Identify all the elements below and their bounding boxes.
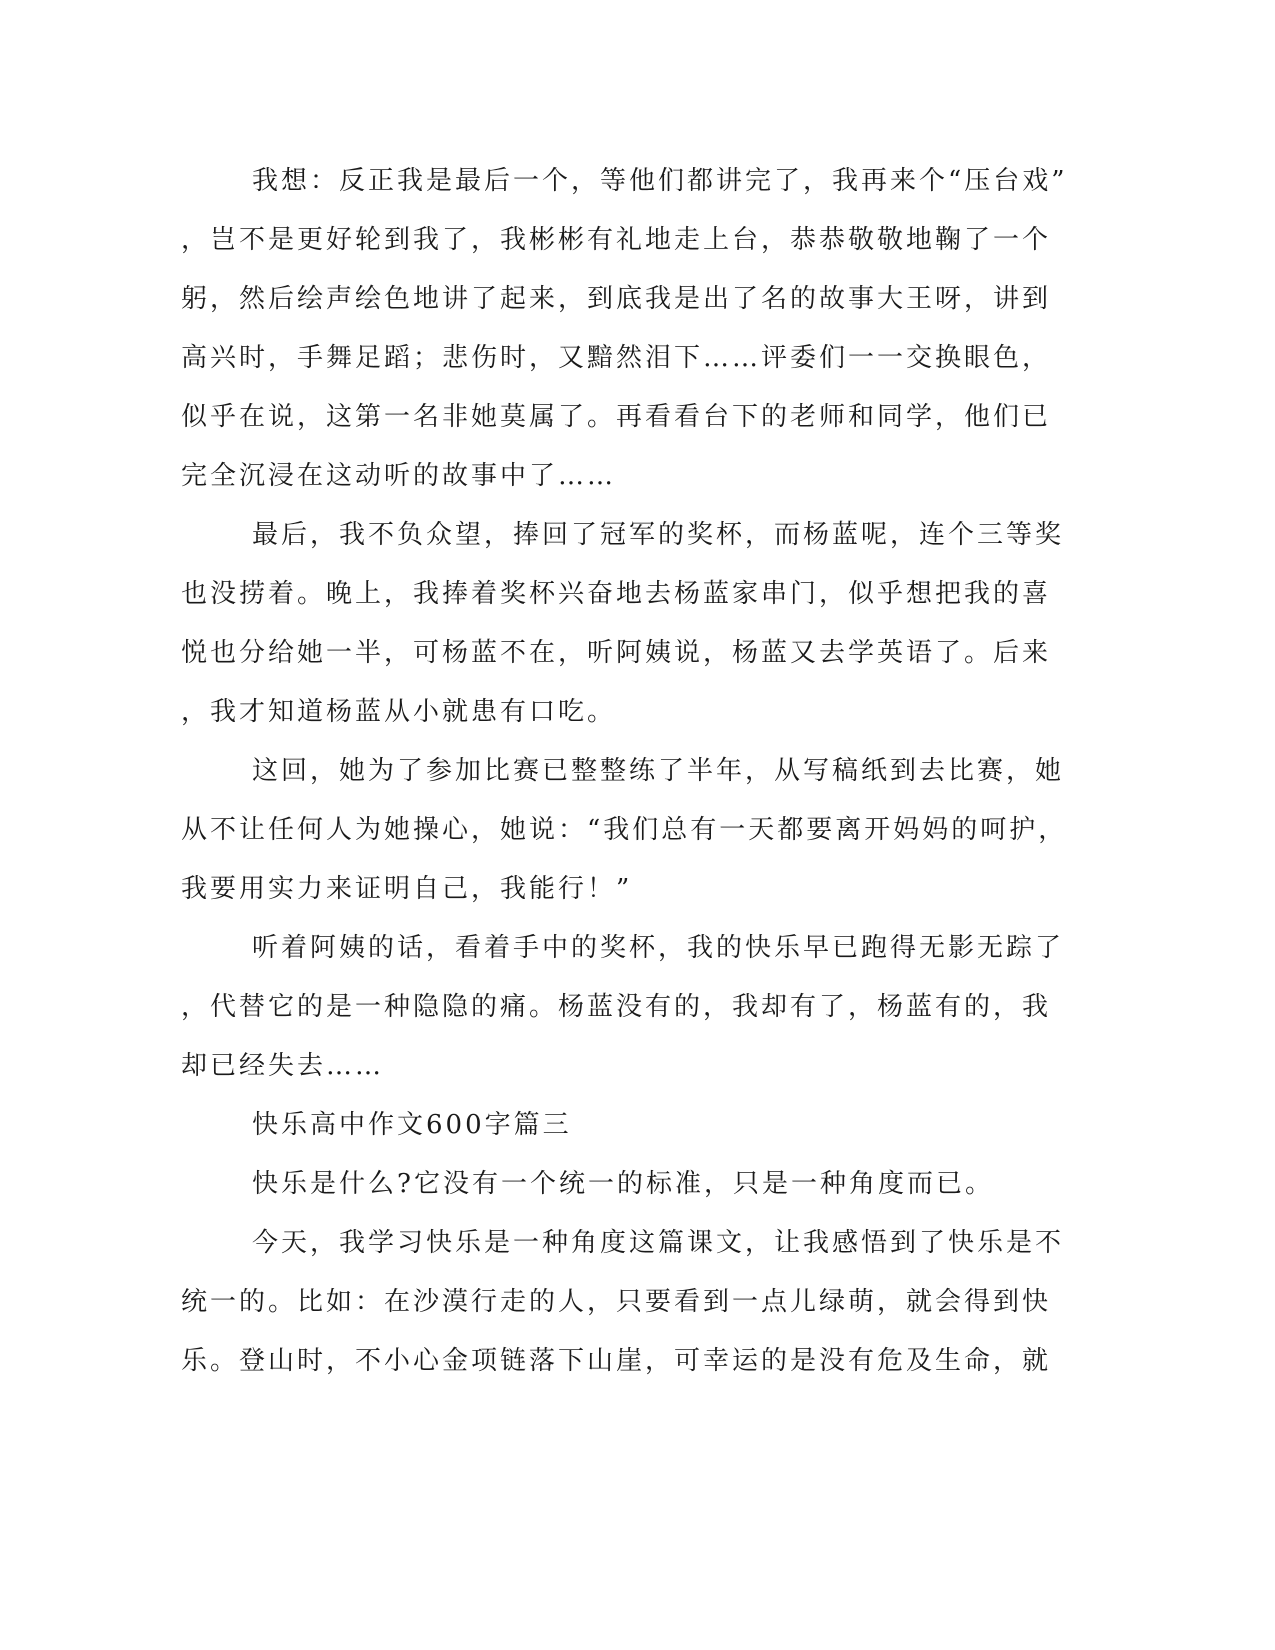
text-line: 也没捞着。晚上，我捧着奖杯兴奋地去杨蓝家串门，似乎想把我的喜 [181,579,1052,609]
text-line: 我要用实力来证明自己，我能行！” [181,874,633,904]
text-line: 快乐是什么?它没有一个统一的标准，只是一种角度而已。 [252,1169,994,1199]
text-line: 似乎在说，这第一名非她莫属了。再看看台下的老师和同学，他们已 [181,402,1052,432]
text-line: 悦也分给她一半，可杨蓝不在，听阿姨说，杨蓝又去学英语了。后来 [181,638,1052,668]
text-line: 统一的。比如：在沙漠行走的人，只要看到一点儿绿萌，就会得到快 [181,1287,1052,1317]
section-heading: 快乐高中作文600字篇三 [252,1110,572,1140]
text-line: 今天，我学习快乐是一种角度这篇课文，让我感悟到了快乐是不 [252,1228,1065,1258]
text-line: 却已经失去…… [181,1051,385,1081]
text-line: 这回，她为了参加比赛已整整练了半年，从写稿纸到去比赛，她 [252,756,1065,786]
text-line: 从不让任何人为她操心，她说：“我们总有一天都要离开妈妈的呵护， [181,815,1068,845]
text-line: 听着阿姨的话，看着手中的奖杯，我的快乐早已跑得无影无踪了 [252,933,1065,963]
text-line: 完全沉浸在这动听的故事中了…… [181,461,617,491]
text-line: 高兴时，手舞足蹈；悲伤时，又黯然泪下……评委们一一交换眼色， [181,343,1052,373]
text-line: ，我才知道杨蓝从小就患有口吃。 [181,697,617,727]
text-line: 最后，我不负众望，捧回了冠军的奖杯，而杨蓝呢，连个三等奖 [252,520,1065,550]
text-line: 乐。登山时，不小心金项链落下山崖，可幸运的是没有危及生命，就 [181,1346,1052,1376]
text-line: ，代替它的是一种隐隐的痛。杨蓝没有的，我却有了，杨蓝有的，我 [181,992,1052,1022]
text-line: 躬，然后绘声绘色地讲了起来，到底我是出了名的故事大王呀，讲到 [181,284,1052,314]
text-line: ，岂不是更好轮到我了，我彬彬有礼地走上台，恭恭敬敬地鞠了一个 [181,225,1052,255]
text-line: 我想：反正我是最后一个，等他们都讲完了，我再来个“压台戏” [252,166,1068,196]
